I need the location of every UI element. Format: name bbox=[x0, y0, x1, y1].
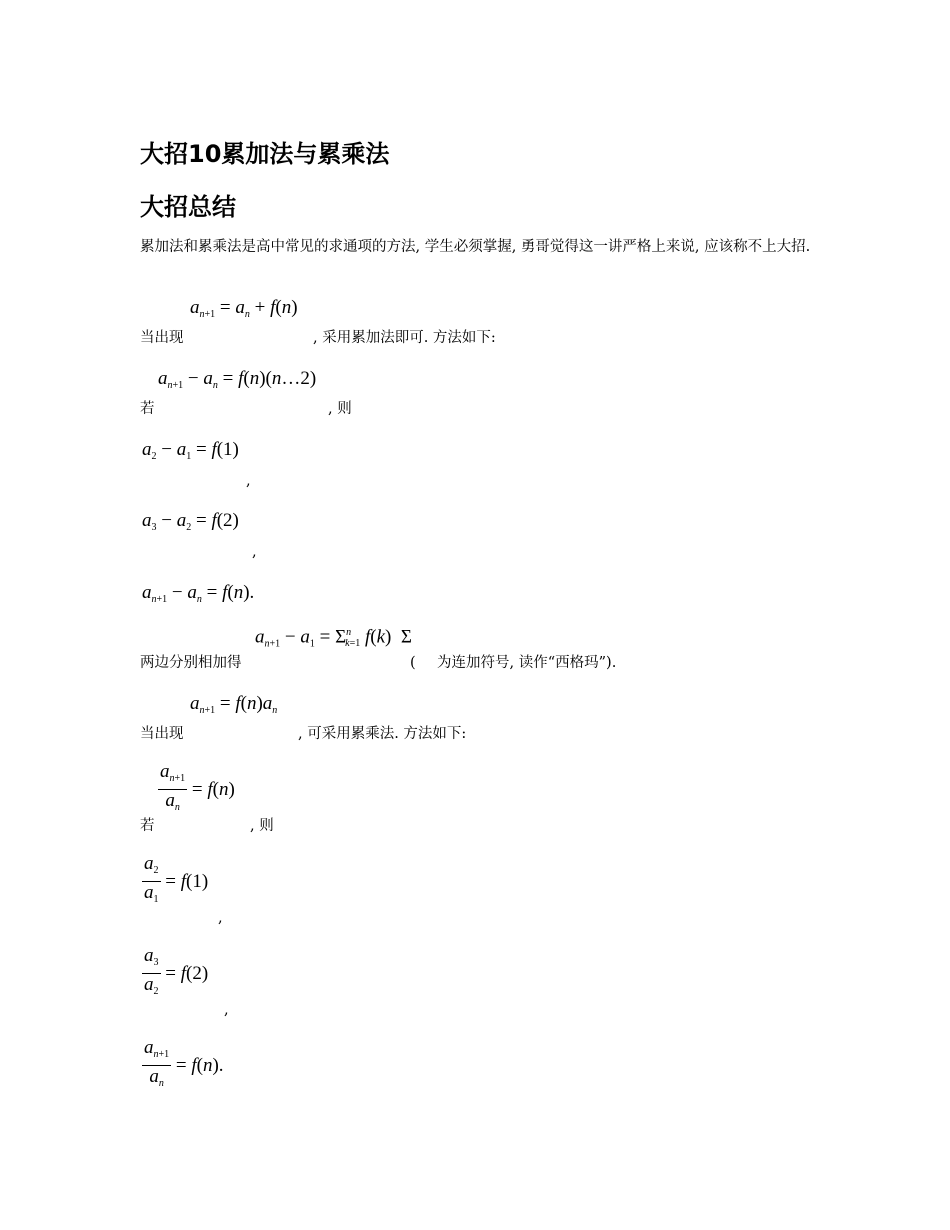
formula-mul-step-n: $\frac{a_{n+1}}{a_n}$ = f(n). bbox=[144, 1037, 224, 1089]
text-mul-method: , 可采用累乘法. 方法如下: bbox=[298, 726, 467, 742]
text-add-then: , 则 bbox=[328, 401, 352, 417]
formula-recurrence-mul: $a_{n+1} = f(n)a_n$ bbox=[190, 693, 278, 716]
text-sum-lead: 两边分别相加得 bbox=[140, 655, 242, 671]
intro-paragraph: 累加法和累乘法是高中常见的求通项的方法, 学生必须掌握, 勇哥觉得这一讲严格上来说, 应该称不上大招. bbox=[140, 239, 811, 255]
formula-add-step1: $a_2 - a_1 = f(1)$ bbox=[142, 439, 239, 462]
text-sigma-note: 为连加符号, 读作“西格玛”). bbox=[437, 655, 617, 671]
formula-mul-step1: $\frac{a_2}{a_1}$ = f(1) bbox=[144, 853, 209, 905]
section-title: 大招总结 bbox=[140, 193, 236, 221]
text-mul-condition: 当出现 bbox=[140, 726, 184, 742]
formula-recurrence-add: $a_{n+1} = a_n + f(n)$ bbox=[190, 297, 298, 320]
formula-add-step2: $a_3 - a_2 = f(2)$ bbox=[142, 510, 239, 533]
formula-sum: $a_{n+1} - a_1 = \Sigma^n_{k=1}$ f(k) Σ bbox=[255, 626, 412, 650]
formula-ratio: $\frac{a_{n+1}}{a_n}$ = f(n) bbox=[160, 761, 235, 813]
text-mul-if: 若 bbox=[140, 818, 155, 834]
text-add-method: , 采用累加法即可. 方法如下: bbox=[313, 330, 496, 346]
text-paren-open: ( bbox=[410, 655, 416, 671]
comma: , bbox=[224, 1002, 229, 1018]
comma: , bbox=[252, 544, 257, 560]
text-mul-then: , 则 bbox=[250, 818, 274, 834]
formula-mul-step2: $\frac{a_3}{a_2}$ = f(2) bbox=[144, 945, 209, 997]
comma: , bbox=[218, 910, 223, 926]
comma: , bbox=[246, 473, 251, 489]
text-add-if: 若 bbox=[140, 401, 155, 417]
formula-difference: $a_{n+1} - a_n$ = f(n)(n…2) bbox=[158, 368, 317, 391]
page-title: 大招10累加法与累乘法 bbox=[140, 140, 390, 168]
text-add-condition: 当出现 bbox=[140, 330, 184, 346]
formula-add-step-n: $a_{n+1} - a_n = f(n)$. bbox=[142, 582, 255, 605]
